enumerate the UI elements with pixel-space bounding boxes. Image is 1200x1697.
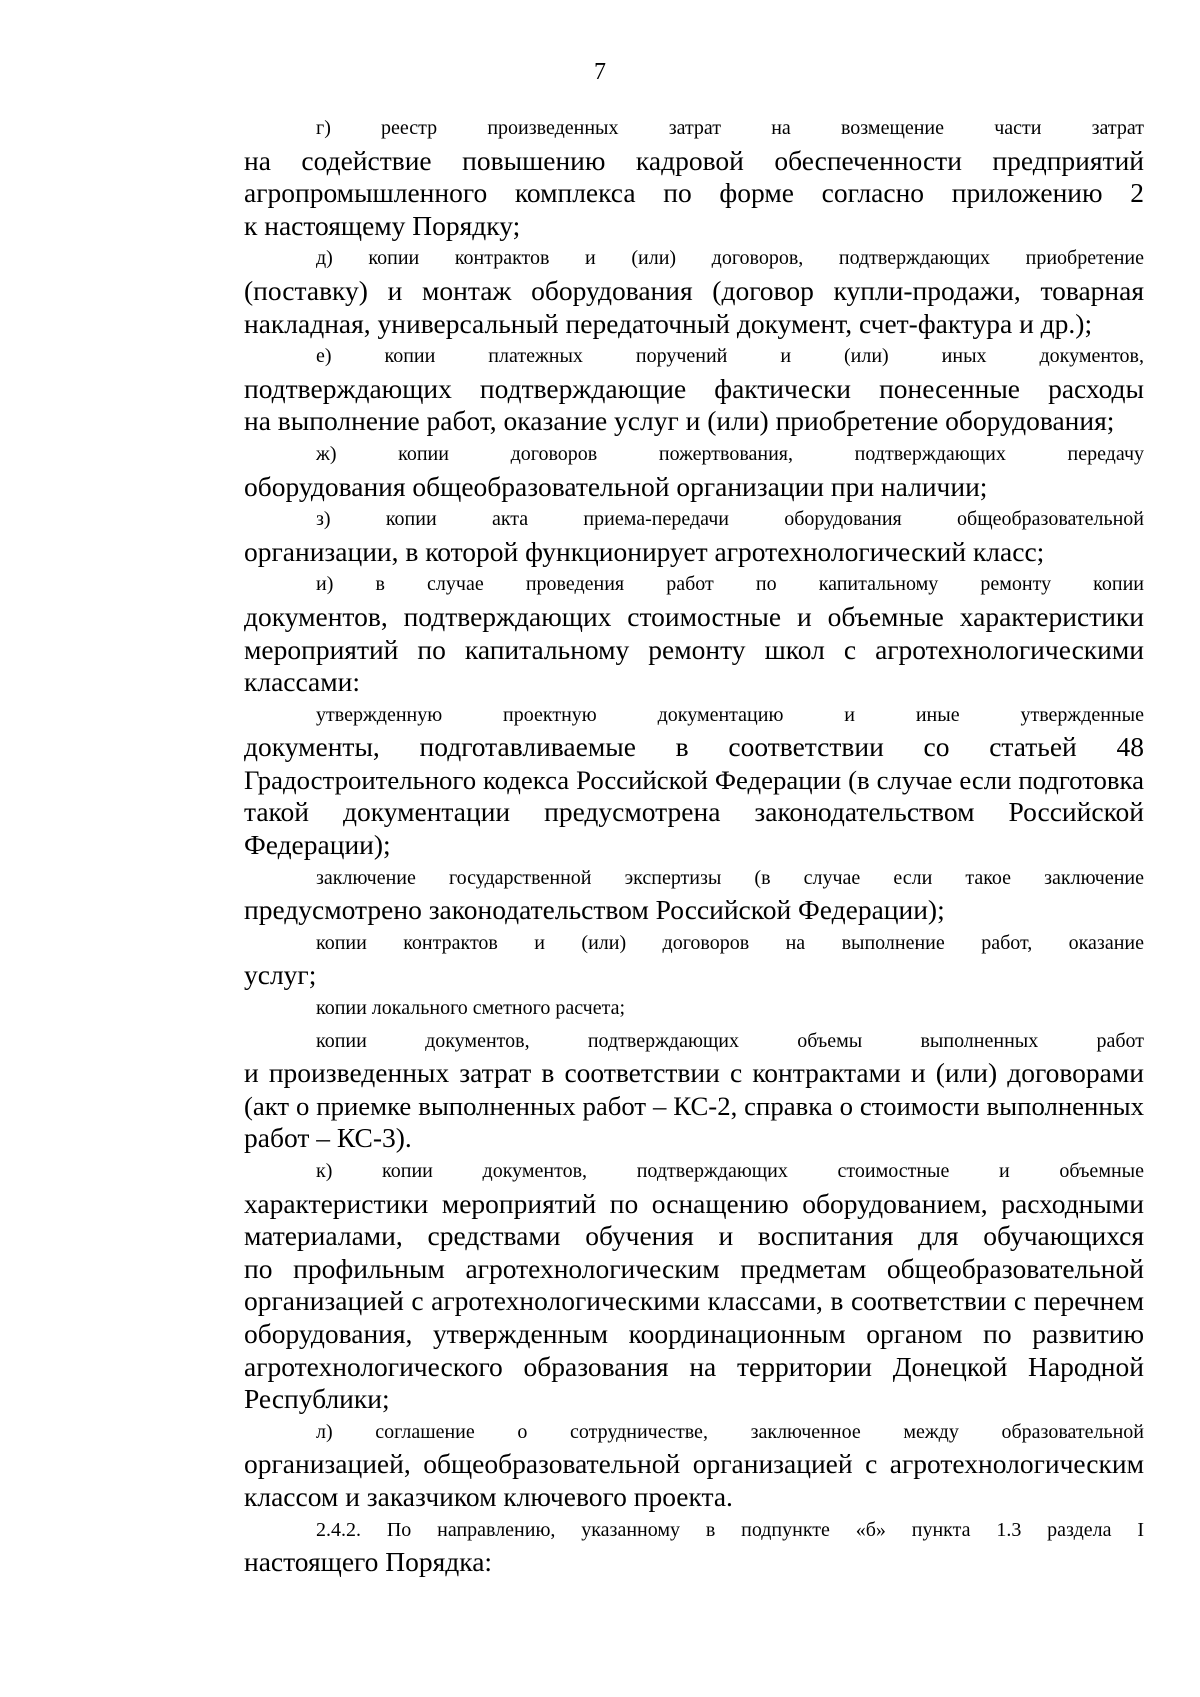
text-line: агропромышленного комплекса по форме согласно приложению 2	[244, 177, 1144, 209]
text-line: классами:	[244, 666, 361, 698]
text-line: копии документов, подтверждающих объемы выполненных работ	[316, 1029, 1144, 1052]
text-line: организацией с агротехнологическими классами, в соответствии с перечнем	[244, 1285, 1144, 1317]
paragraph	[172, 699, 1144, 862]
text-line: агротехнологического образования на территории Донецкой Народной	[244, 1350, 1144, 1382]
document-body	[172, 112, 1144, 1579]
text-line: (поставку) и монтаж оборудования (договор купли-продажи, товарная	[244, 274, 1144, 306]
paragraph	[172, 438, 1144, 503]
page-number: 7	[594, 59, 606, 85]
text-line: материалами, средствами обучения и воспитания для обучающихся	[244, 1220, 1144, 1252]
paragraph	[172, 112, 1144, 242]
text-line: (акт о приемке выполненных работ – КС-2, справка о стоимости выполненных	[244, 1090, 1144, 1121]
text-line: на выполнение работ, оказание услуг и (или) приобретение оборудования;	[244, 405, 1115, 437]
paragraph	[172, 340, 1144, 438]
text-line: мероприятий по капитальному ремонту школ с агротехнологическими	[244, 633, 1144, 665]
text-line: накладная, универсальный передаточный документ, счет-фактура и др.);	[244, 307, 1093, 339]
text-line: Федерации);	[244, 829, 391, 861]
text-line: классом и заказчиком ключевого проекта.	[244, 1480, 733, 1512]
text-line: и) в случае проведения работ по капитальному ремонту копии	[316, 573, 1144, 596]
text-line: г) реестр произведенных затрат на возмещение части затрат	[316, 117, 1144, 139]
paragraph	[172, 862, 1144, 927]
text-line: заключение государственной экспертизы (в случае если такое заключение	[316, 866, 1144, 889]
text-line: работ – КС-3).	[244, 1122, 412, 1154]
text-line: к) копии документов, подтверждающих стоимостные и объемные	[316, 1160, 1144, 1182]
text-line: Республики;	[244, 1383, 390, 1415]
text-line: организацией, общеобразовательной организацией с агротехнологическим	[244, 1448, 1144, 1480]
text-line: копии локального сметного расчета;	[316, 997, 626, 1020]
text-line: и произведенных затрат в соответствии с контрактами и (или) договорами	[244, 1057, 1144, 1089]
text-line: настоящего Порядка:	[244, 1546, 493, 1578]
paragraph	[172, 1025, 1144, 1155]
text-line: 2.4.2. По направлению, указанному в подпункте «б» пункта 1.3 раздела I	[316, 1518, 1144, 1541]
text-line: документов, подтверждающих стоимостные и объемные характеристики	[244, 600, 1144, 632]
text-line: подтверждающих подтверждающие фактически понесенные расходы	[244, 372, 1144, 404]
paragraph	[172, 1416, 1144, 1514]
text-line: такой документации предусмотрена законодательством Российской	[244, 796, 1144, 828]
text-line: Градостроительного кодекса Российской Федерации (в случае если подготовка	[244, 764, 1144, 795]
text-line: д) копии контрактов и (или) договоров, подтверждающих приобретение	[316, 247, 1144, 270]
text-line: ж) копии договоров пожертвования, подтверждающих передачу	[316, 442, 1144, 465]
text-line: характеристики мероприятий по оснащению оборудованием, расходными	[244, 1187, 1144, 1219]
paragraph	[172, 1155, 1144, 1416]
text-line: утвержденную проектную документацию и иные утвержденные	[316, 703, 1144, 726]
text-line: на содействие повышению кадровой обеспеченности предприятий	[244, 144, 1144, 176]
text-line: предусмотрено законодательством Российской Федерации);	[244, 894, 945, 926]
text-line: копии контрактов и (или) договоров на выполнение работ, оказание	[316, 931, 1144, 954]
text-line: документы, подготавливаемые в соответствии со статьей 48	[244, 731, 1144, 763]
paragraph	[172, 242, 1144, 340]
text-line: е) копии платежных поручений и (или) иных документов,	[316, 345, 1144, 368]
paragraph	[172, 927, 1144, 992]
paragraph	[172, 992, 1144, 1025]
paragraph	[172, 568, 1144, 698]
text-line: услуг;	[244, 959, 317, 991]
text-line: з) копии акта приема-передачи оборудования общеобразовательной	[316, 508, 1144, 531]
paragraph	[172, 1514, 1144, 1579]
text-line: к настоящему Порядку;	[244, 209, 521, 241]
text-line: по профильным агротехнологическим предметам общеобразовательной	[244, 1252, 1144, 1284]
text-line: л) соглашение о сотрудничестве, заключенное между образовательной	[316, 1420, 1144, 1443]
paragraph	[172, 503, 1144, 568]
text-line: оборудования, утвержденным координационным органом по развитию	[244, 1317, 1144, 1349]
text-line: организации, в которой функционирует агротехнологический класс;	[244, 535, 1045, 567]
text-line: оборудования общеобразовательной организации при наличии;	[244, 470, 988, 502]
